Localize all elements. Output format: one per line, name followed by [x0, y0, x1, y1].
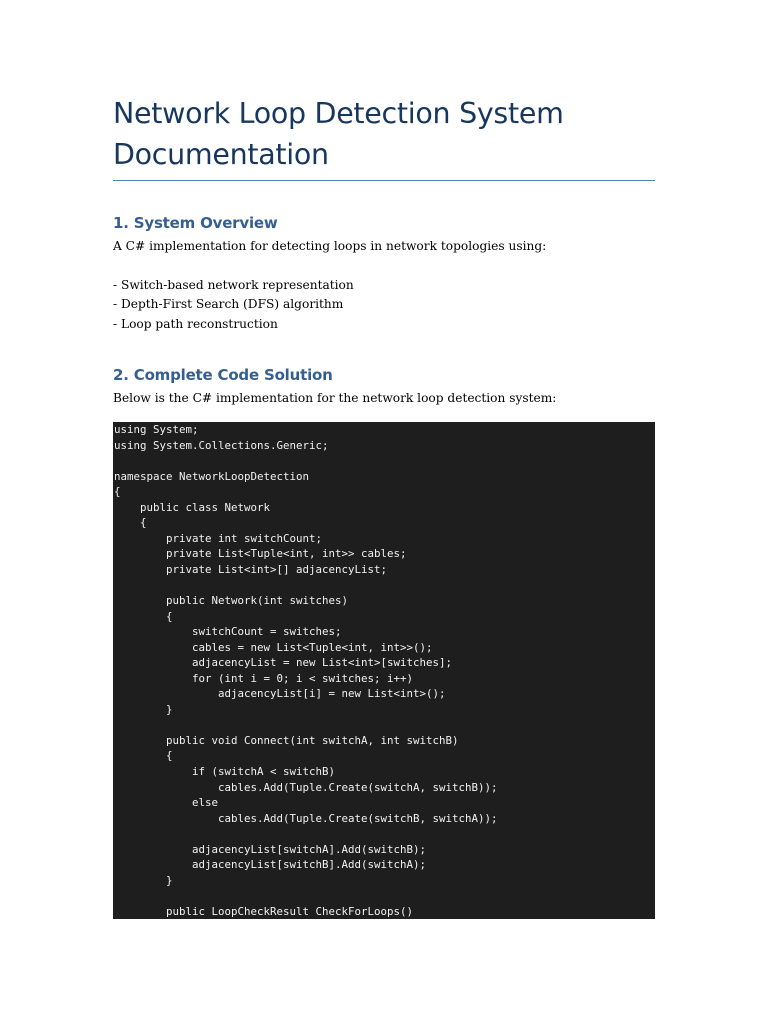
list-item: - Loop path reconstruction: [113, 316, 278, 331]
title-underline: [113, 180, 655, 181]
code-line: using System;: [114, 423, 199, 436]
code-line: [113, 577, 655, 593]
document-title: [113, 93, 655, 175]
code-line: adjacencyList = new List<int>[switches];: [114, 656, 453, 670]
code-line: {: [114, 609, 173, 623]
code-line: {: [114, 485, 121, 499]
overview-feature-list: [113, 276, 354, 334]
code-line: cables.Add(Tuple.Create(switchA, switchB));: [114, 780, 498, 794]
code-block: [113, 422, 655, 919]
code-line: adjacencyList[i] = new List<int>();: [114, 687, 446, 701]
code-line: }: [114, 873, 173, 887]
code-line: public void Connect(int switchA, int switchB): [114, 733, 459, 747]
section-heading-system-overview: 1. System Overview: [113, 214, 278, 232]
code-line: cables = new List<Tuple<int, int>>();: [114, 640, 433, 654]
document-title-line-2: Documentation: [113, 138, 329, 171]
code-line: public LoopCheckResult CheckForLoops(): [114, 904, 414, 918]
code-line: for (int i = 0; i < switches; i++): [114, 671, 414, 685]
code-line: switchCount = switches;: [114, 625, 342, 639]
code-line: if (switchA < switchB): [114, 765, 336, 779]
code-line: {: [114, 749, 173, 763]
code-line: public Network(int switches): [114, 594, 349, 608]
code-line: }: [114, 702, 173, 716]
code-line: [113, 717, 655, 733]
list-item: - Depth-First Search (DFS) algorithm: [113, 297, 344, 312]
code-line: {: [114, 516, 147, 530]
code-line: [113, 888, 655, 904]
overview-intro-paragraph: A C# implementation for detecting loops in network topologies using:: [113, 239, 547, 253]
code-line: cables.Add(Tuple.Create(switchB, switchA));: [114, 811, 498, 825]
code-line: adjacencyList[switchA].Add(switchB);: [114, 842, 427, 856]
list-item: - Switch-based network representation: [113, 278, 354, 292]
code-line: namespace NetworkLoopDetection: [114, 469, 310, 483]
code-line: public class Network: [114, 500, 271, 514]
code-line: private List<Tuple<int, int>> cables;: [114, 547, 407, 561]
section-heading-complete-code-solution: 2. Complete Code Solution: [113, 366, 333, 384]
code-intro-paragraph: Below is the C# implementation for the network loop detection system:: [113, 391, 557, 405]
code-line: else: [114, 796, 219, 810]
code-line: adjacencyList[switchB].Add(switchA);: [114, 858, 427, 872]
code-line: using System.Collections.Generic;: [114, 438, 329, 452]
code-line: [113, 826, 655, 842]
code-line: private List<int>[] adjacencyList;: [114, 562, 388, 576]
code-line: [113, 453, 655, 469]
code-line: private int switchCount;: [114, 531, 323, 545]
document-title-line-1: Network Loop Detection System: [113, 97, 564, 130]
